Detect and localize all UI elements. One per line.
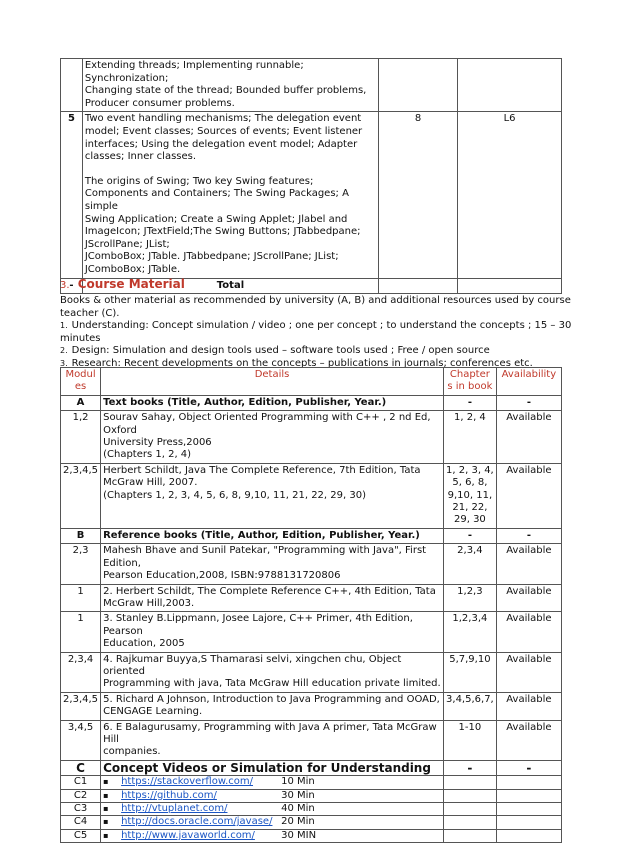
text-line: Programming with java, Tata McGraw Hill education private limited. — [103, 678, 441, 690]
resource-link[interactable]: https://stackoverflow.com/ — [121, 776, 254, 788]
group-dash: - — [496, 760, 561, 775]
row-number-cell: 5 — [61, 112, 83, 278]
resource-link[interactable]: http://docs.oracle.com/javase/ — [121, 816, 273, 828]
availability-cell: Available — [496, 584, 561, 612]
details-cell — [101, 612, 444, 652]
hours-cell — [379, 59, 458, 112]
list-item-continuation: minutes — [60, 332, 101, 344]
group-b-row — [61, 528, 562, 543]
list-item — [60, 345, 572, 358]
availability-cell: Available — [496, 544, 561, 584]
module-cell: C4 — [61, 816, 101, 829]
table-row — [61, 816, 562, 829]
chapters-cell: 5,7,9,10 — [443, 652, 496, 692]
availability-cell — [496, 789, 561, 802]
header-text: Chapter — [449, 369, 490, 380]
total-hours-cell — [379, 278, 458, 294]
text-line: Mahesh Bhave and Sunil Patekar, "Programming with Java", First Edition, — [103, 545, 427, 569]
group-letter: A — [61, 395, 101, 410]
duration: 30 Min — [281, 789, 315, 801]
text-line: 21, 22, — [452, 502, 488, 514]
hours-cell: 8 — [379, 112, 458, 278]
total-label: Total — [82, 278, 378, 294]
module-cell: C1 — [61, 776, 101, 789]
text-line: model; Event classes; Sources of events; Event listener — [84, 125, 363, 137]
availability-cell: Available — [496, 612, 561, 652]
text-line: Extending threads; Implementing runnable; Synchronization; — [84, 60, 304, 84]
details-cell — [101, 803, 444, 816]
list-text: Research: Recent developments on the concepts – publications in journals; conferences etc. — [71, 357, 533, 369]
chapters-cell — [443, 463, 496, 528]
text-line: Components and Containers; The Swing Packages; A simple — [84, 188, 349, 212]
details-cell — [101, 829, 444, 842]
module-cell: 2,3,4 — [61, 652, 101, 692]
text-line: companies. — [103, 746, 161, 758]
availability-cell — [496, 816, 561, 829]
table-row — [61, 803, 562, 816]
table-row — [61, 463, 562, 528]
text-line: interfaces; Using the delegation event model; Adapter — [84, 138, 358, 150]
text-line: 2. Herbert Schildt, The Complete Reference C++, 4th Edition, Tata — [103, 585, 436, 597]
text-line: 1, 2, 3, 4, — [446, 464, 494, 476]
table-row — [61, 112, 562, 278]
duration: 40 Min — [281, 803, 315, 814]
details-cell — [101, 544, 444, 584]
section-heading — [60, 277, 185, 291]
text-line: University Press,2006 — [103, 437, 212, 449]
details-cell — [101, 652, 444, 692]
group-dash: - — [443, 395, 496, 410]
group-a-row — [61, 395, 562, 410]
details-cell — [101, 776, 444, 789]
section-title: Course Material — [77, 277, 185, 291]
text-line: JComboBox; JTable. — [84, 263, 181, 275]
availability-cell — [496, 776, 561, 789]
module-cell: C3 — [61, 803, 101, 816]
text-line: 4. Rajkumar Buyya,S Thamarasi selvi, xingchen chu, Object oriented — [103, 653, 402, 677]
chapters-cell — [443, 776, 496, 789]
course-material-table — [60, 367, 562, 843]
text-line: CENGAGE Learning. — [103, 706, 203, 718]
resource-link[interactable]: http://vtuplanet.com/ — [121, 803, 228, 814]
details-cell — [101, 720, 444, 760]
module-cell: 2,3,4,5 — [61, 463, 101, 528]
level-cell: L6 — [458, 112, 562, 278]
availability-cell: Available — [496, 652, 561, 692]
text-line: Sourav Sahay, Object Oriented Programming with C++ , 2 nd Ed, Oxford — [103, 412, 431, 436]
list-text: Design: Simulation and design tools used – software tools used ; Free / open source — [71, 345, 490, 356]
group-dash: - — [443, 760, 496, 775]
module-cell: C5 — [61, 829, 101, 842]
availability-cell — [496, 803, 561, 816]
row-number-cell — [61, 59, 83, 112]
text-line: 29, 30 — [453, 514, 486, 526]
module-cell: C2 — [61, 789, 101, 802]
header-modules — [61, 368, 101, 396]
table-row — [61, 692, 562, 720]
list-number: 3. — [60, 358, 68, 368]
module-cell: 1 — [61, 612, 101, 652]
text-line: classes; Inner classes. — [84, 151, 197, 163]
chapters-cell: 1, 2, 4 — [443, 411, 496, 464]
header-chapters — [443, 368, 496, 396]
availability-cell: Available — [496, 463, 561, 528]
row-description — [82, 59, 378, 112]
text-line: Changing state of the thread; Bounded buffer problems, — [84, 85, 367, 97]
details-cell — [101, 816, 444, 829]
text-line: Pearson Education,2008, ISBN:9788131720806 — [103, 570, 341, 582]
chapters-cell: 1,2,3 — [443, 584, 496, 612]
text-line: Education, 2005 — [103, 638, 185, 650]
text-line: (Chapters 1, 2, 3, 4, 5, 6, 8, 9,10, 11, 21, 22, 29, 30) — [103, 489, 366, 501]
section-number: 3. — [60, 280, 70, 291]
availability-cell — [496, 829, 561, 842]
row-description — [82, 112, 378, 278]
group-dash: - — [443, 528, 496, 543]
chapters-cell — [443, 803, 496, 816]
header-text: Modul — [65, 369, 96, 380]
table-row — [61, 544, 562, 584]
text-line: JComboBox; JTable. JTabbedpane; JScrollPane; JList; — [84, 251, 339, 263]
group-c-row — [61, 760, 562, 775]
text-line: JScrollPane; JList; — [84, 238, 170, 250]
text-line: 3. Stanley B.Lippmann, Josee Lajore, C++ Primer, 4th Edition, Pearson — [103, 613, 413, 637]
header-text: es — [74, 381, 87, 393]
text-line: 5. Richard A Johnson, Introduction to Java Programming and OOAD, — [103, 693, 440, 705]
numbered-list — [60, 320, 572, 370]
text-line: McGraw Hill, 2007. — [103, 477, 198, 489]
text-line: teacher (C). — [60, 307, 120, 319]
duration: 20 Min — [281, 816, 315, 828]
text-line: 6. E Balagurusamy, Programming with Java A primer, Tata McGraw Hill — [103, 721, 437, 745]
group-title: Concept Videos or Simulation for Understanding — [101, 760, 444, 775]
resource-link[interactable]: https://github.com/ — [121, 789, 217, 801]
bullet-icon: ▪ — [103, 804, 109, 813]
module-cell: 3,4,5 — [61, 720, 101, 760]
group-letter: B — [61, 528, 101, 543]
details-cell — [101, 584, 444, 612]
group-dash: - — [496, 528, 561, 543]
text-line: Herbert Schildt, Java The Complete Reference, 7th Edition, Tata — [103, 464, 421, 476]
chapters-cell — [443, 816, 496, 829]
module-cell: 1,2 — [61, 411, 101, 464]
bullet-icon: ▪ — [103, 830, 109, 840]
table-row — [61, 411, 562, 464]
text-line: (Chapters 1, 2, 4) — [103, 449, 192, 461]
resource-link[interactable]: http://www.javaworld.com/ — [121, 829, 255, 841]
duration: 10 Min — [281, 776, 315, 788]
availability-cell: Available — [496, 720, 561, 760]
table-row — [61, 829, 562, 842]
bullet-icon: ▪ — [103, 777, 109, 787]
details-cell — [101, 411, 444, 464]
text-line: The origins of Swing; Two key Swing features; — [84, 175, 314, 187]
text-line: Swing Application; Create a Swing Applet; Jlabel and — [84, 213, 348, 225]
details-cell — [101, 692, 444, 720]
header-row — [61, 368, 562, 396]
list-item — [60, 320, 572, 333]
bullet-icon: ▪ — [103, 790, 109, 800]
table-row — [61, 720, 562, 760]
duration: 30 MIN — [281, 829, 317, 841]
table-row — [61, 652, 562, 692]
module-cell: 2,3,4,5 — [61, 692, 101, 720]
syllabus-table — [60, 58, 562, 294]
chapters-cell: 2,3,4 — [443, 544, 496, 584]
availability-cell: Available — [496, 692, 561, 720]
details-cell — [101, 463, 444, 528]
text-line: Two event handling mechanisms; The delegation event — [84, 113, 362, 125]
table-row — [61, 612, 562, 652]
chapters-cell — [443, 829, 496, 842]
module-cell: 2,3 — [61, 544, 101, 584]
header-text: s in book — [447, 381, 493, 393]
list-text: Understanding: Concept simulation / video ; one per concept ; to understand the concepts ; 15 – 30 — [71, 320, 572, 331]
header-availability: Availability — [496, 368, 561, 396]
text-line: 9,10, 11, — [447, 489, 493, 501]
intro-paragraph — [60, 295, 572, 320]
table-row — [61, 584, 562, 612]
chapters-cell: 1-10 — [443, 720, 496, 760]
text-line: Producer consumer problems. — [84, 97, 235, 109]
level-cell — [458, 59, 562, 112]
availability-cell: Available — [496, 411, 561, 464]
total-dash: - — [61, 278, 83, 294]
group-title: Reference books (Title, Author, Edition, Publisher, Year.) — [101, 528, 444, 543]
text-line: ImageIcon; JTextField;The Swing Buttons; JTabbedpane; — [84, 226, 361, 238]
total-level-cell — [458, 278, 562, 294]
table-row — [61, 59, 562, 112]
group-letter: C — [61, 760, 101, 775]
chapters-cell — [443, 789, 496, 802]
chapters-cell: 1,2,3,4 — [443, 612, 496, 652]
text-line: McGraw Hill,2003. — [103, 597, 195, 609]
text-line: 5, 6, 8, — [452, 477, 488, 489]
text-line: Books & other material as recommended by university (A, B) and additional resources used by course — [60, 295, 571, 306]
table-row — [61, 789, 562, 802]
group-title: Text books (Title, Author, Edition, Publisher, Year.) — [101, 395, 444, 410]
details-cell — [101, 789, 444, 802]
chapters-cell: 3,4,5,6,7, — [443, 692, 496, 720]
header-details: Details — [101, 368, 444, 396]
table-row — [61, 776, 562, 789]
list-number: 1. — [60, 321, 68, 330]
module-cell: 1 — [61, 584, 101, 612]
bullet-icon: ▪ — [103, 817, 109, 827]
group-dash: - — [496, 395, 561, 410]
list-number: 2. — [60, 346, 68, 355]
